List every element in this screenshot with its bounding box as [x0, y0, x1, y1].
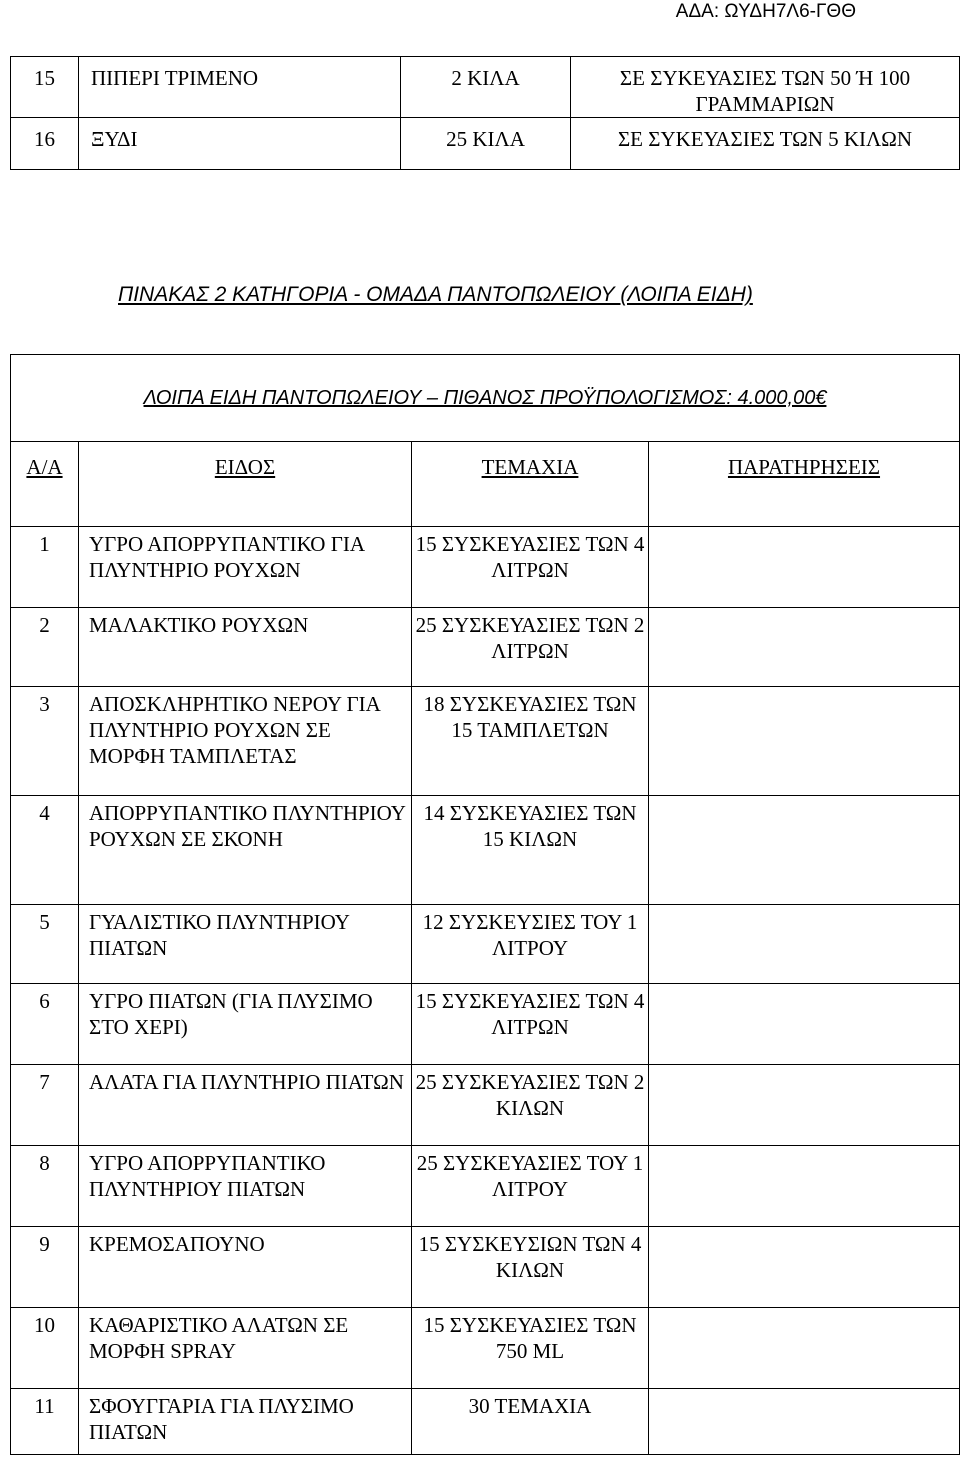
item-quantity: 15 ΣΥΣΚΕΥΑΣΙΕΣ ΤΩΝ 4 ΛΙΤΡΩΝ [412, 984, 649, 1065]
item-name: ΜΑΛΑΚΤΙΚΟ ΡΟΥΧΩΝ [79, 608, 412, 687]
row-number: 1 [11, 527, 79, 608]
row-number: 11 [11, 1389, 79, 1455]
item-quantity: 15 ΣΥΣΚΕΥΑΣΙΕΣ ΤΩΝ 4 ΛΙΤΡΩΝ [412, 527, 649, 608]
item-name: ΑΠΟΡΡΥΠΑΝΤΙΚΟ ΠΛΥΝΤΗΡΙΟΥ ΡΟΥΧΩΝ ΣΕ ΣΚΟΝΗ [79, 796, 412, 905]
item-note [649, 1389, 960, 1455]
table-row [11, 118, 960, 170]
column-header-no: Α/Α [11, 442, 79, 527]
item-name: ΥΓΡΟ ΑΠΟΡΡΥΠΑΝΤΙΚΟ ΓΙΑ ΠΛΥΝΤΗΡΙΟ ΡΟΥΧΩΝ [79, 527, 412, 608]
table-row [11, 1065, 960, 1146]
table-title: ΠΙΝΑΚΑΣ 2 ΚΑΤΗΓΟΡΙΑ - ΟΜΑΔΑ ΠΑΝΤΟΠΩΛΕΙΟΥ (ΛΟΙΠΑ ΕΙΔΗ) [118, 283, 753, 306]
table-row [11, 1227, 960, 1308]
row-number: 2 [11, 608, 79, 687]
item-note [649, 1065, 960, 1146]
table-row [11, 687, 960, 796]
row-number: 15 [11, 57, 79, 118]
item-note [649, 527, 960, 608]
row-number: 7 [11, 1065, 79, 1146]
item-quantity: 25 ΣΥΣΚΕΥΑΣΙΕΣ ΤΟΥ 1 ΛΙΤΡΟΥ [412, 1146, 649, 1227]
row-number: 4 [11, 796, 79, 905]
row-number: 3 [11, 687, 79, 796]
item-quantity: 15 ΣΥΣΚΕΥΣΙΩΝ ΤΩΝ 4 ΚΙΛΩΝ [412, 1227, 649, 1308]
item-note [649, 796, 960, 905]
item-quantity: 25 ΣΥΣΚΕΥΑΣΙΕΣ ΤΩΝ 2 ΛΙΤΡΩΝ [412, 608, 649, 687]
item-quantity: 25 ΣΥΣΚΕΥΑΣΙΕΣ ΤΩΝ 2 ΚΙΛΩΝ [412, 1065, 649, 1146]
item-name: ΥΓΡΟ ΑΠΟΡΡΥΠΑΝΤΙΚΟ ΠΛΥΝΤΗΡΙΟΥ ΠΙΑΤΩΝ [79, 1146, 412, 1227]
item-name: ΣΦΟΥΓΓΑΡΙΑ ΓΙΑ ΠΛΥΣΙΜΟ ΠΙΑΤΩΝ [79, 1389, 412, 1455]
items-table [10, 354, 960, 1455]
item-note [649, 1227, 960, 1308]
table-row [11, 57, 960, 118]
row-number: 8 [11, 1146, 79, 1227]
row-number: 5 [11, 905, 79, 984]
table-row [11, 984, 960, 1065]
column-headers [11, 442, 960, 527]
row-number: 9 [11, 1227, 79, 1308]
column-header-quantity: ΤΕΜΑΧΙΑ [412, 442, 649, 527]
item-note [649, 984, 960, 1065]
item-name: ΞΥΔΙ [79, 118, 401, 170]
item-note [649, 1146, 960, 1227]
table-row [11, 608, 960, 687]
item-note [649, 687, 960, 796]
table-row [11, 527, 960, 608]
row-number: 10 [11, 1308, 79, 1389]
item-name: ΥΓΡΟ ΠΙΑΤΩΝ (ΓΙΑ ΠΛΥΣΙΜΟ ΣΤΟ ΧΕΡΙ) [79, 984, 412, 1065]
item-note [649, 905, 960, 984]
item-quantity: 25 ΚΙΛΑ [401, 118, 571, 170]
item-quantity: 30 ΤΕΜΑΧΙΑ [412, 1389, 649, 1455]
item-quantity: 12 ΣΥΣΚΕΥΣΙΕΣ ΤΟΥ 1 ΛΙΤΡΟΥ [412, 905, 649, 984]
item-name: ΑΠΟΣΚΛΗΡΗΤΙΚΟ ΝΕΡΟΥ ΓΙΑ ΠΛΥΝΤΗΡΙΟ ΡΟΥΧΩΝ ΣΕ ΜΟΡΦΗ ΤΑΜΠΛΕΤΑΣ [79, 687, 412, 796]
row-number: 6 [11, 984, 79, 1065]
budget-header: ΛΟΙΠΑ ΕΙΔΗ ΠΑΝΤΟΠΩΛΕΙΟΥ – ΠΙΘΑΝΟΣ ΠΡΟΫΠΟΛΟΓΙΣΜΟΣ: 4.000,00€ [11, 355, 960, 442]
item-quantity: 15 ΣΥΣΚΕΥΑΣΙΕΣ ΤΩΝ 750 ML [412, 1308, 649, 1389]
item-quantity: 14 ΣΥΣΚΕΥΑΣΙΕΣ ΤΩΝ 15 ΚΙΛΩΝ [412, 796, 649, 905]
column-header-item: ΕΙΔΟΣ [79, 442, 412, 527]
table-row [11, 1389, 960, 1455]
item-quantity: 2 ΚΙΛΑ [401, 57, 571, 118]
table-row [11, 905, 960, 984]
item-name: ΚΡΕΜΟΣΑΠΟΥΝΟ [79, 1227, 412, 1308]
ada-code: ΑΔΑ: ΩΥΔΗ7Λ6-ΓΘΘ [675, 1, 856, 22]
item-name: ΠΙΠΕΡΙ ΤΡΙΜΕΝΟ [79, 57, 401, 118]
item-quantity: 18 ΣΥΣΚΕΥΑΣΙΕΣ ΤΩΝ 15 ΤΑΜΠΛΕΤΩΝ [412, 687, 649, 796]
items-table-continued [10, 56, 960, 170]
table-row [11, 1308, 960, 1389]
row-number: 16 [11, 118, 79, 170]
table-row [11, 796, 960, 905]
item-note: ΣΕ ΣΥΚΕΥΑΣΙΕΣ ΤΩΝ 5 ΚΙΛΩΝ [571, 118, 960, 170]
column-header-notes: ΠΑΡΑΤΗΡΗΣΕΙΣ [649, 442, 960, 527]
item-note [649, 1308, 960, 1389]
item-name: ΚΑΘΑΡΙΣΤΙΚΟ ΑΛΑΤΩΝ ΣΕ ΜΟΡΦΗ SPRAY [79, 1308, 412, 1389]
item-name: ΓΥΑΛΙΣΤΙΚΟ ΠΛΥΝΤΗΡΙΟΥ ΠΙΑΤΩΝ [79, 905, 412, 984]
item-note [649, 608, 960, 687]
item-name: ΑΛΑΤΑ ΓΙΑ ΠΛΥΝΤΗΡΙΟ ΠΙΑΤΩΝ [79, 1065, 412, 1146]
item-note: ΣΕ ΣΥΚΕΥΑΣΙΕΣ ΤΩΝ 50 Ή 100 ΓΡΑΜΜΑΡΙΩΝ [571, 57, 960, 118]
table-row [11, 1146, 960, 1227]
